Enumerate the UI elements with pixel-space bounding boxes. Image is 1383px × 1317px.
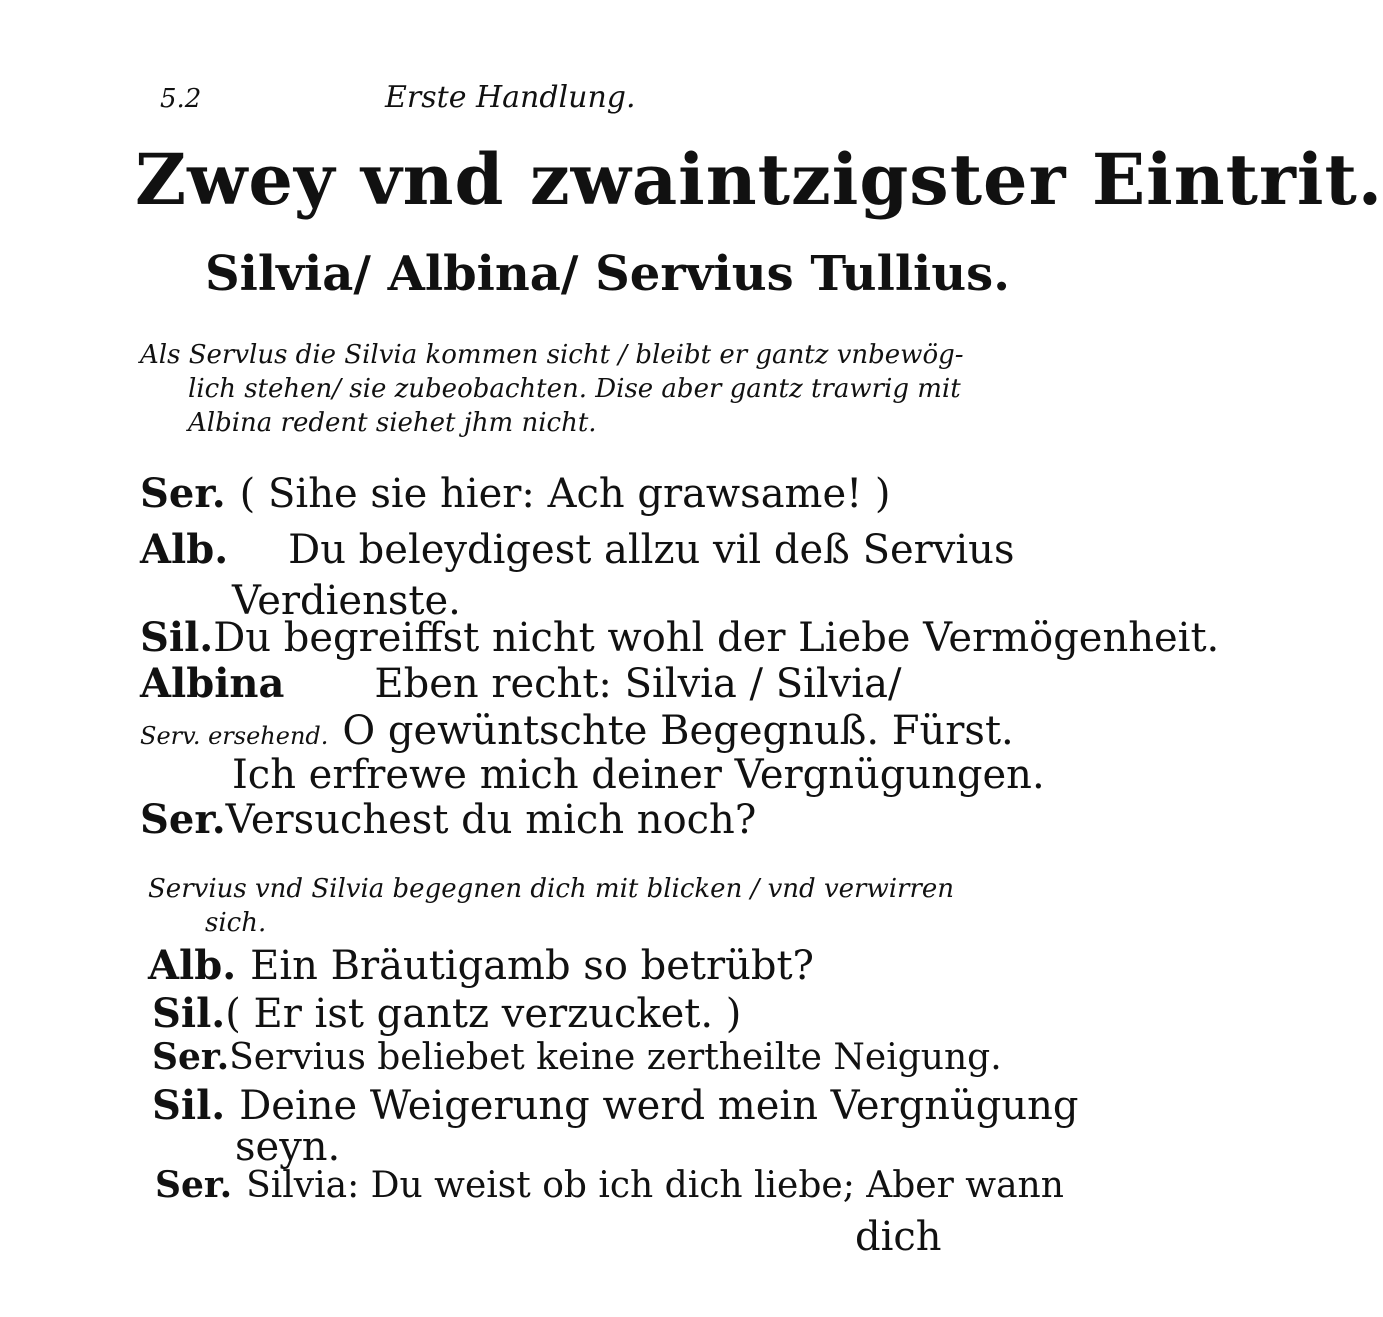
stage-direction-line: Servius vnd Silvia begegnen dich mit blicken / vnd verwirren	[148, 874, 955, 904]
dialogue-text: ( Sihe sie hier: Ach grawsame! )	[239, 471, 891, 517]
speaker-label: Ser.	[140, 470, 226, 517]
dialogue-text: O gewüntschte Begegnuß. Fürst.	[342, 708, 1014, 754]
dialogue-line	[152, 990, 741, 1037]
speaker-label: Albina	[140, 660, 285, 707]
speaker-label: Sil.	[152, 990, 226, 1037]
speaker-label: Ser.	[152, 1036, 230, 1078]
running-head: Erste Handlung.	[385, 80, 636, 115]
dialogue-text: Verdienste.	[232, 578, 461, 624]
dialogue-line	[140, 796, 756, 843]
dialogue-text: Du beleydigest allzu vil deß Servius	[288, 527, 1015, 573]
page-number: 5.2	[160, 84, 202, 114]
speaker-label: Alb.	[140, 526, 229, 573]
dialogue-line	[140, 708, 1014, 754]
dialogue-text: dich	[855, 1214, 942, 1260]
stage-direction-line: Albina redent siehet jhm nicht.	[188, 408, 597, 438]
speaker-label: Ser.	[140, 796, 226, 843]
dialogue-text: Ich erfrewe mich deiner Vergnügungen.	[232, 752, 1045, 798]
stage-direction-line: sich.	[205, 908, 267, 938]
dialogue-text: ( Er ist gantz verzucket. )	[225, 991, 742, 1037]
catchword	[855, 1214, 942, 1260]
dialogue-line	[140, 526, 1014, 573]
dialogue-line	[140, 660, 901, 707]
dialogue-text: Versuchest du mich noch?	[225, 797, 757, 843]
stage-direction-line: lich stehen/ sie zubeobachten. Dise aber gantz trawrig mit	[188, 374, 961, 404]
dialogue-text: seyn.	[235, 1124, 341, 1170]
dialogue-line	[152, 1082, 1079, 1129]
dialogue-text: Du begreiffst nicht wohl der Liebe Vermögenheit.	[213, 615, 1220, 661]
dialogue-line	[140, 614, 1219, 661]
dialogue-text: Servius beliebet keine zertheilte Neigung.	[229, 1037, 1002, 1078]
dialogue-line	[152, 1036, 1002, 1078]
dialogue-line	[232, 752, 1045, 798]
speaker-label: Sil.	[140, 614, 214, 661]
stage-direction-line: Als Servlus die Silvia kommen sicht / bleibt er gantz vnbewög-	[140, 340, 964, 370]
dialogue-line	[140, 470, 891, 517]
speaker-label: Ser.	[155, 1164, 233, 1206]
scene-title: Zwey vnd zwaintzigster Eintrit.	[135, 138, 1383, 221]
dialogue-line	[148, 942, 814, 989]
dialogue-text: Silvia: Du weist ob ich dich liebe; Aber wann	[246, 1165, 1064, 1206]
dialogue-text: Deine Weigerung werd mein Vergnügung	[239, 1083, 1079, 1129]
speaker-label: Alb.	[148, 942, 237, 989]
speaker-label: Serv. ersehend.	[140, 722, 329, 750]
dialogue-line	[155, 1164, 1064, 1206]
dialogue-text: Eben recht: Silvia / Silvia/	[374, 661, 902, 707]
scene-characters: Silvia/ Albina/ Servius Tullius.	[205, 246, 1010, 302]
speaker-label: Sil.	[152, 1082, 226, 1129]
dialogue-text: Ein Bräutigamb so betrübt?	[250, 943, 814, 989]
